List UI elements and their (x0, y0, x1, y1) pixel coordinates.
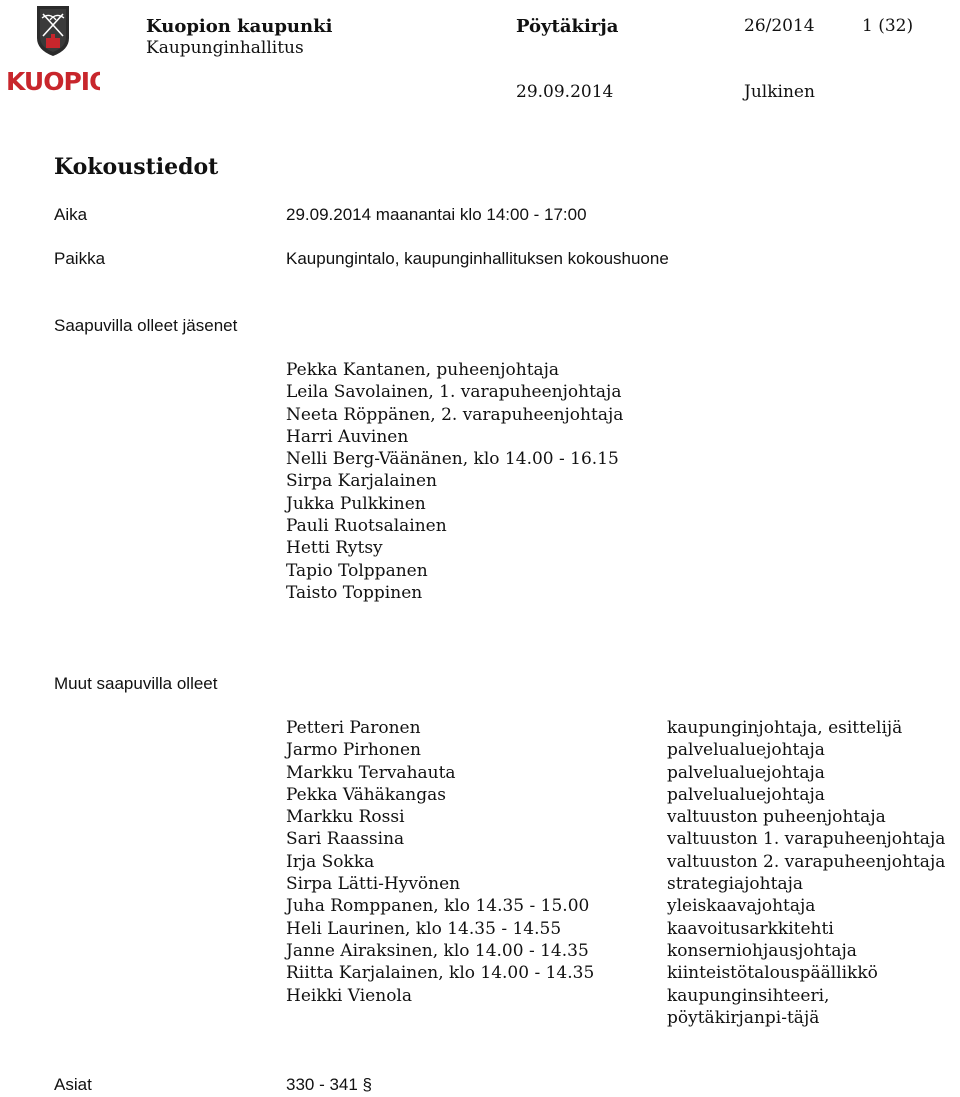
list-item: Markku Rossi (286, 807, 405, 828)
list-item: Petteri Paronen (286, 718, 421, 738)
list-item: Jukka Pulkkinen (286, 493, 426, 514)
list-item: Heli Laurinen, klo 14.35 - 14.55 (286, 918, 562, 939)
list-item: Sirpa Karjalainen (286, 471, 437, 492)
list-item: Hetti Rytsy (286, 538, 383, 559)
list-item: palvelualuejohtaja (667, 784, 825, 805)
paikka-label: Paikka (54, 249, 106, 268)
list-item: Pekka Kantanen, puheenjohtaja (286, 360, 560, 380)
list-item: Neeta Röppänen, 2. varapuheenjohtaja (286, 404, 624, 425)
list-item: kaupunginjohtaja, esittelijä (667, 718, 903, 738)
list-item: valtuuston puheenjohtaja (667, 807, 886, 828)
list-item: Janne Airaksinen, klo 14.00 - 14.35 (286, 940, 589, 961)
org-name: Kuopion kaupunki (146, 16, 333, 37)
others-label: Muut saapuvilla olleet (54, 674, 218, 693)
list-item: Irja Sokka (286, 851, 375, 872)
section-title: Kokoustiedot (54, 154, 219, 180)
aika-label: Aika (54, 205, 88, 224)
document-number: 26/2014 (744, 16, 815, 36)
list-item: yleiskaavajohtaja (667, 896, 816, 917)
list-item: Riitta Karjalainen, klo 14.00 - 14.35 (286, 963, 595, 984)
publicity-status: Julkinen (744, 82, 815, 102)
list-item: Sari Raassina (286, 829, 405, 850)
others-names-list (286, 717, 594, 1007)
others-roles-list (667, 717, 952, 1029)
svg-text:KUOPIO: KUOPIO (6, 67, 100, 96)
document-type: Pöytäkirja (516, 16, 619, 37)
list-item: palvelualuejohtaja (667, 762, 825, 783)
members-label: Saapuvilla olleet jäsenet (54, 316, 238, 335)
governing-body: Kaupunginhallitus (146, 38, 304, 58)
list-item: Tapio Tolppanen (286, 560, 428, 581)
list-item: Juha Romppanen, klo 14.35 - 15.00 (286, 896, 590, 917)
list-item: Pauli Ruotsalainen (286, 516, 447, 537)
page-number: 1 (32) (862, 16, 914, 36)
asiat-label: Asiat (54, 1075, 92, 1094)
kuopio-coat-of-arms-icon (4, 2, 100, 98)
list-item: Taisto Toppinen (286, 582, 423, 603)
list-item: Harri Auvinen (286, 426, 409, 447)
members-list (286, 359, 623, 604)
list-item: valtuuston 1. varapuheenjohtaja (667, 829, 946, 850)
list-item: strategiajohtaja (667, 874, 803, 895)
kuopio-logo (4, 2, 100, 98)
list-item: kaupunginsihteeri, pöytäkirjanpi-täjä (667, 985, 830, 1028)
list-item: Pekka Vähäkangas (286, 784, 446, 805)
list-item: Nelli Berg-Väänänen, klo 14.00 - 16.15 (286, 449, 619, 470)
list-item: Markku Tervahauta (286, 762, 456, 783)
paikka-value: Kaupungintalo, kaupunginhallituksen kokoushuone (286, 249, 669, 268)
list-item: Leila Savolainen, 1. varapuheenjohtaja (286, 382, 622, 403)
list-item: valtuuston 2. varapuheenjohtaja (667, 851, 946, 872)
document-date: 29.09.2014 (516, 82, 614, 102)
list-item: Heikki Vienola (286, 985, 412, 1006)
list-item: konserniohjausjohtaja (667, 940, 857, 961)
list-item: kiinteistötalouspäällikkö (667, 963, 878, 984)
list-item: kaavoitusarkkitehti (667, 918, 834, 939)
list-item: palvelualuejohtaja (667, 740, 825, 761)
list-item: Sirpa Lätti-Hyvönen (286, 874, 461, 895)
aika-value: 29.09.2014 maanantai klo 14:00 - 17:00 (286, 205, 587, 224)
asiat-value: 330 - 341 § (286, 1075, 373, 1094)
list-item: Jarmo Pirhonen (286, 740, 421, 761)
